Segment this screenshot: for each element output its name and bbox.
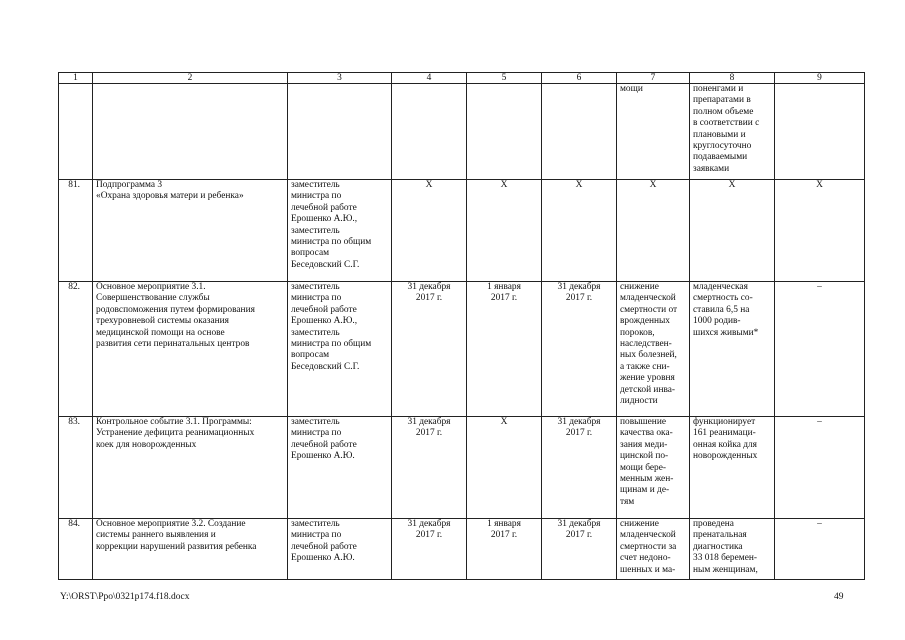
header-cell: 6 (542, 73, 617, 84)
problems-cell: – (775, 417, 865, 519)
planned-end-cell (392, 84, 467, 180)
actual-end-cell: 31 декабря 2017 г. (542, 282, 617, 417)
planned-result-cell: снижение младенческой смертности от врожденных пороков, наследствен- ных болезней, а также сни- жение уровня детской инва- лидности (617, 282, 690, 417)
responsible-cell: заместитель министра по лечебной работе Ерошенко А.Ю., заместитель министра по общим вопросам Беседовский С.Г. (288, 180, 392, 282)
header-cell: 9 (775, 73, 865, 84)
responsible-cell: заместитель министра по лечебной работе Ерошенко А.Ю. (288, 519, 392, 580)
header-cell: 3 (288, 73, 392, 84)
planned-end-cell: 31 декабря 2017 г. (392, 519, 467, 580)
responsible-cell (288, 84, 392, 180)
table-row (59, 282, 865, 417)
actual-start-cell (467, 84, 542, 180)
header-cell: 2 (93, 73, 288, 84)
header-cell: 1 (59, 73, 93, 84)
event-name-cell: Основное мероприятие 3.1. Совершенствование службы родовспоможения путем формирования трехуровневой системы оказания медицинской помощи на основе развития сети перинатальных центров (93, 282, 288, 417)
table-row (59, 180, 865, 282)
actual-end-cell: 31 декабря 2017 г. (542, 519, 617, 580)
event-name-cell (93, 84, 288, 180)
planned-result-cell: повышение качества ока- зания меди- цинской по- мощи бере- менным жен- щинам и де- тям (617, 417, 690, 519)
event-name-cell: Подпрограмма 3 «Охрана здоровья матери и ребенка» (93, 180, 288, 282)
row-number-cell: 84. (59, 519, 93, 580)
event-name-cell: Контрольное событие 3.1. Программы: Устранение дефицита реанимационных коек для новорожденных (93, 417, 288, 519)
planned-result-cell: Х (617, 180, 690, 282)
problems-cell (775, 84, 865, 180)
actual-start-cell: 1 января 2017 г. (467, 519, 542, 580)
problems-cell: Х (775, 180, 865, 282)
actual-result-cell: Х (690, 180, 775, 282)
planned-result-cell: снижение младенческой смертности за счет недоно- шенных и ма- (617, 519, 690, 580)
actual-end-cell: Х (542, 180, 617, 282)
actual-result-cell: функционирует 161 реанимаци- онная койка для новорожденных (690, 417, 775, 519)
row-number-cell (59, 84, 93, 180)
header-row (59, 73, 865, 84)
planned-end-cell: 31 декабря 2017 г. (392, 282, 467, 417)
footer-file-path: Y:\ORST\Ppo\0321p174.f18.docx (60, 592, 190, 602)
page-number: 49 (834, 592, 844, 602)
actual-start-cell: Х (467, 417, 542, 519)
table-row (59, 84, 865, 180)
header-cell: 5 (467, 73, 542, 84)
row-number-cell: 81. (59, 180, 93, 282)
plan-table (58, 72, 865, 580)
problems-cell: – (775, 519, 865, 580)
actual-result-cell: поненгами и препаратами в полном объеме в соответствии с плановыми и круглосуточно подаваемыми заявками (690, 84, 775, 180)
actual-start-cell: Х (467, 180, 542, 282)
table-row (59, 519, 865, 580)
planned-result-cell: мощи (617, 84, 690, 180)
responsible-cell: заместитель министра по лечебной работе Ерошенко А.Ю. (288, 417, 392, 519)
event-name-cell: Основное мероприятие 3.2. Создание системы раннего выявления и коррекции нарушений развития ребенка (93, 519, 288, 580)
actual-end-cell (542, 84, 617, 180)
actual-result-cell: младенческая смертность со- ставила 6,5 на 1000 родив- шихся живыми* (690, 282, 775, 417)
header-cell: 7 (617, 73, 690, 84)
actual-result-cell: проведена пренатальная диагностика 33 018 беремен- ным женщинам, (690, 519, 775, 580)
planned-end-cell: Х (392, 180, 467, 282)
row-number-cell: 83. (59, 417, 93, 519)
header-cell: 4 (392, 73, 467, 84)
actual-start-cell: 1 января 2017 г. (467, 282, 542, 417)
responsible-cell: заместитель министра по лечебной работе Ерошенко А.Ю., заместитель министра по общим вопросам Беседовский С.Г. (288, 282, 392, 417)
table-row (59, 417, 865, 519)
row-number-cell: 82. (59, 282, 93, 417)
actual-end-cell: 31 декабря 2017 г. (542, 417, 617, 519)
problems-cell: – (775, 282, 865, 417)
header-cell: 8 (690, 73, 775, 84)
planned-end-cell: 31 декабря 2017 г. (392, 417, 467, 519)
